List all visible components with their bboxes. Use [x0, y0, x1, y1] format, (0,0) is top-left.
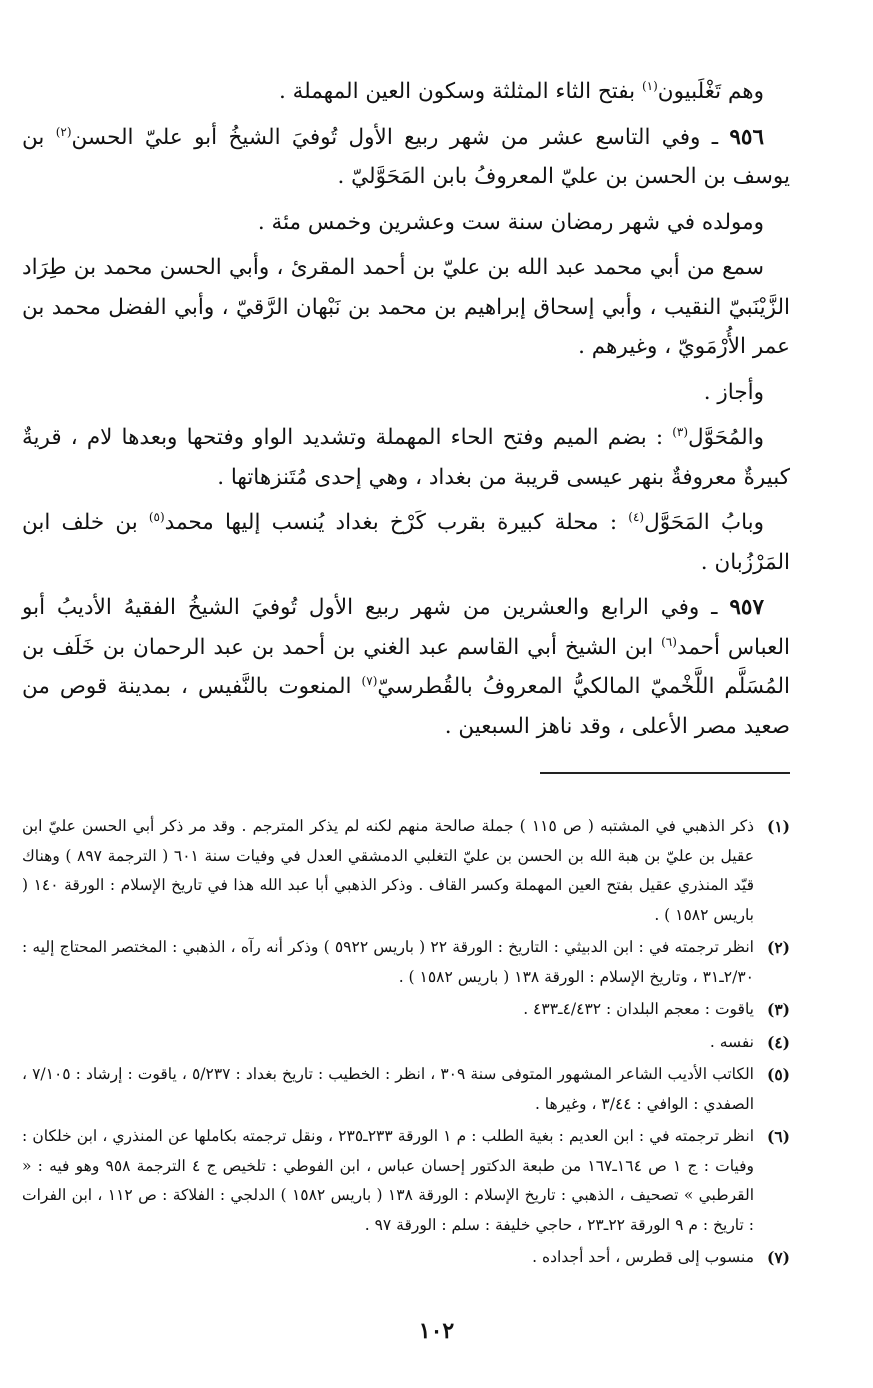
entry-number: ٩٥٦	[729, 124, 765, 150]
paragraph-birth: ومولده في شهر رمضان سنة ست وعشرين وخمس مئة .	[257, 209, 764, 235]
entry-number: ٩٥٧	[729, 595, 764, 620]
footnote-ref[interactable]: (٣)	[672, 424, 689, 439]
paragraph-ijaza: وأجاز .	[703, 379, 764, 405]
footnote-number: (١)	[766, 817, 790, 836]
footnote-text: انظر ترجمته في : ابن العديم : بغية الطلب : م ١ الورقة ٢٣٣ـ٢٣٥ ، ونقل ترجمته بكاملها عن المنذري ، ابن خلكان : وفيات : ج ١ ص ١٦٤ـ١٦٧ من طبعة الدكتور إحسان عباس ، ابن الفوطي : تلخيص ج ٤ الترجمة ٩٥٨ وهو فيه : « القرطبي » تصحيف ، الذهبي : تاريخ الإسلام : الورقة ١٣٨ ( باريس ١٥٨٢ ) الدلجي : الفلاكة : ص ١١٢ ، ابن الفرات : تاريخ : م ٩ الورقة ٢٢ـ٢٣ ، حاجي خليفة : سلم : الورقة ٩٧ .	[22, 1127, 755, 1234]
paragraph-muhawwal: والمُحَوَّل$^{(٣)}$ : بضم الميم وفتح الحاء المهملة وتشديد الواو وفتحها وبعدها لام ، قريةٌ كبيرةٌ معروفةٌ بنهر عيسى قريبة من بغداد ، وهي إحدى مُتَنزهاتها .	[22, 424, 790, 490]
footnotes	[22, 812, 790, 1276]
footnote-2	[22, 933, 790, 992]
footnote-number: (٣)	[766, 1000, 790, 1019]
footnote-text: منسوب إلى قطرس ، أحد أجداده .	[532, 1248, 754, 1266]
footnote-1	[22, 812, 790, 930]
footnote-ref[interactable]: (٧)	[361, 673, 378, 688]
footnote-ref[interactable]: (٦)	[661, 634, 677, 649]
paragraph-teachers: سمع من أبي محمد عبد الله بن عليّ بن أحمد المقرئ ، وأبي الحسن محمد بن طِرَاد الزَّيْنَبيّ النقيب ، وأبي إسحاق إبراهيم بن محمد بن نَبْهان الرَّقيّ ، وأبي الفضل محمد بن عمر الأُرْمَويّ ، وغيرهم .	[22, 255, 790, 359]
footnote-7	[22, 1243, 790, 1273]
footnote-number: (٦)	[766, 1127, 790, 1146]
footnote-ref[interactable]: (٥)	[148, 509, 165, 524]
footnote-text: ياقوت : معجم البلدان : ٤/٤٣٢ـ٤٣٣ .	[523, 1000, 754, 1018]
footnote-5	[22, 1060, 790, 1119]
paragraph-bab-muhawwal: وبابُ المَحَوَّل$^{(٤)}$ : محلة كبيرة بقرب كَرْخ بغداد يُنسب إليها محمد$^{(٥)}$ بن خلف ابن المَرْزُبان .	[22, 509, 790, 575]
footnote-number: (٧)	[766, 1248, 790, 1267]
footnote-divider	[540, 772, 790, 774]
footnote-text: انظر ترجمته في : ابن الدبيثي : التاريخ : الورقة ٢٢ ( باريس ٥٩٢٢ ) وذكر أنه رآه ، الذهبي : المختصر المحتاج إليه : ٢/٣٠ـ٣١ ، وتاريخ الإسلام : الورقة ١٣٨ ( باريس ١٥٨٢ ) .	[22, 938, 754, 986]
entry-956: ٩٥٦ ـ وفي التاسع عشر من شهر ربيع الأول تُوفيَ الشيخُ أبو عليّ الحسن$^{(٢)}$ بن يوسف بن الحسن بن عليّ المعروفُ بابن المَحَوَّليّ .	[22, 124, 790, 189]
footnote-text: ذكر الذهبي في المشتبه ( ص ١١٥ ) جملة صالحة منهم لكنه لم يذكر المترجم . وقد مر ذكر أبي الحسن عليّ ابن عقيل بن عليّ بن هبة الله بن الحسن بن عليّ التغلبي الدمشقي العدل في وفيات سنة ٦٠١ ( الترجمة ٨٩٧ ) وهناك قيّد المنذري عقيل بفتح العين المهملة وكسر القاف . وذكر الذهبي أبا عبد الله هذا في تاريخ الإسلام : الورقة ١٤٠ ( باريس ١٥٨٢ ) .	[22, 817, 754, 924]
footnote-3	[22, 995, 790, 1025]
page-number: ١٠٢	[418, 1318, 455, 1344]
footnote-6	[22, 1122, 790, 1240]
main-text	[22, 72, 790, 752]
footnote-ref[interactable]: (١)	[641, 78, 658, 93]
footnote-text: الكاتب الأديب الشاعر المشهور المتوفى سنة ٣٠٩ ، انظر : الخطيب : تاريخ بغداد : ٥/٢٣٧ ، ياقوت : إرشاد : ٧/١٠٥ ، الصفدي : الوافي : ٣/٤٤ ، وغيرها .	[22, 1065, 754, 1113]
footnote-text: نفسه .	[709, 1032, 754, 1051]
paragraph-taghlabiyun: وهم تَغْلَبيون$^{(١)}$ بفتح الثاء المثلثة وسكون العين المهملة .	[278, 78, 764, 104]
footnote-ref[interactable]: (٢)	[55, 124, 72, 139]
footnote-number: (٢)	[766, 938, 790, 957]
entry-957: ٩٥٧ ـ وفي الرابع والعشرين من شهر ربيع الأول تُوفيَ الشيخُ الفقيهُ الأديبُ أبو العباس أحمد$^{(٦)}$ ابن الشيخ أبي القاسم عبد الغني بن أحمد بن عبد الرحمان بن خَلَف بن المُسَلَّم اللَّخْميّ المالكيُّ المعروفُ بالقُطرسيّ$^{(٧)}$ المنعوت بالنَّفيس ، بمدينة قوص من صعيد مصر الأعلى ، وقد ناهز السبعين .	[22, 595, 790, 739]
footnote-ref[interactable]: (٤)	[628, 509, 645, 524]
footnote-4	[22, 1028, 790, 1058]
footnote-number: (٥)	[766, 1065, 790, 1084]
footnote-number: (٤)	[766, 1032, 790, 1052]
